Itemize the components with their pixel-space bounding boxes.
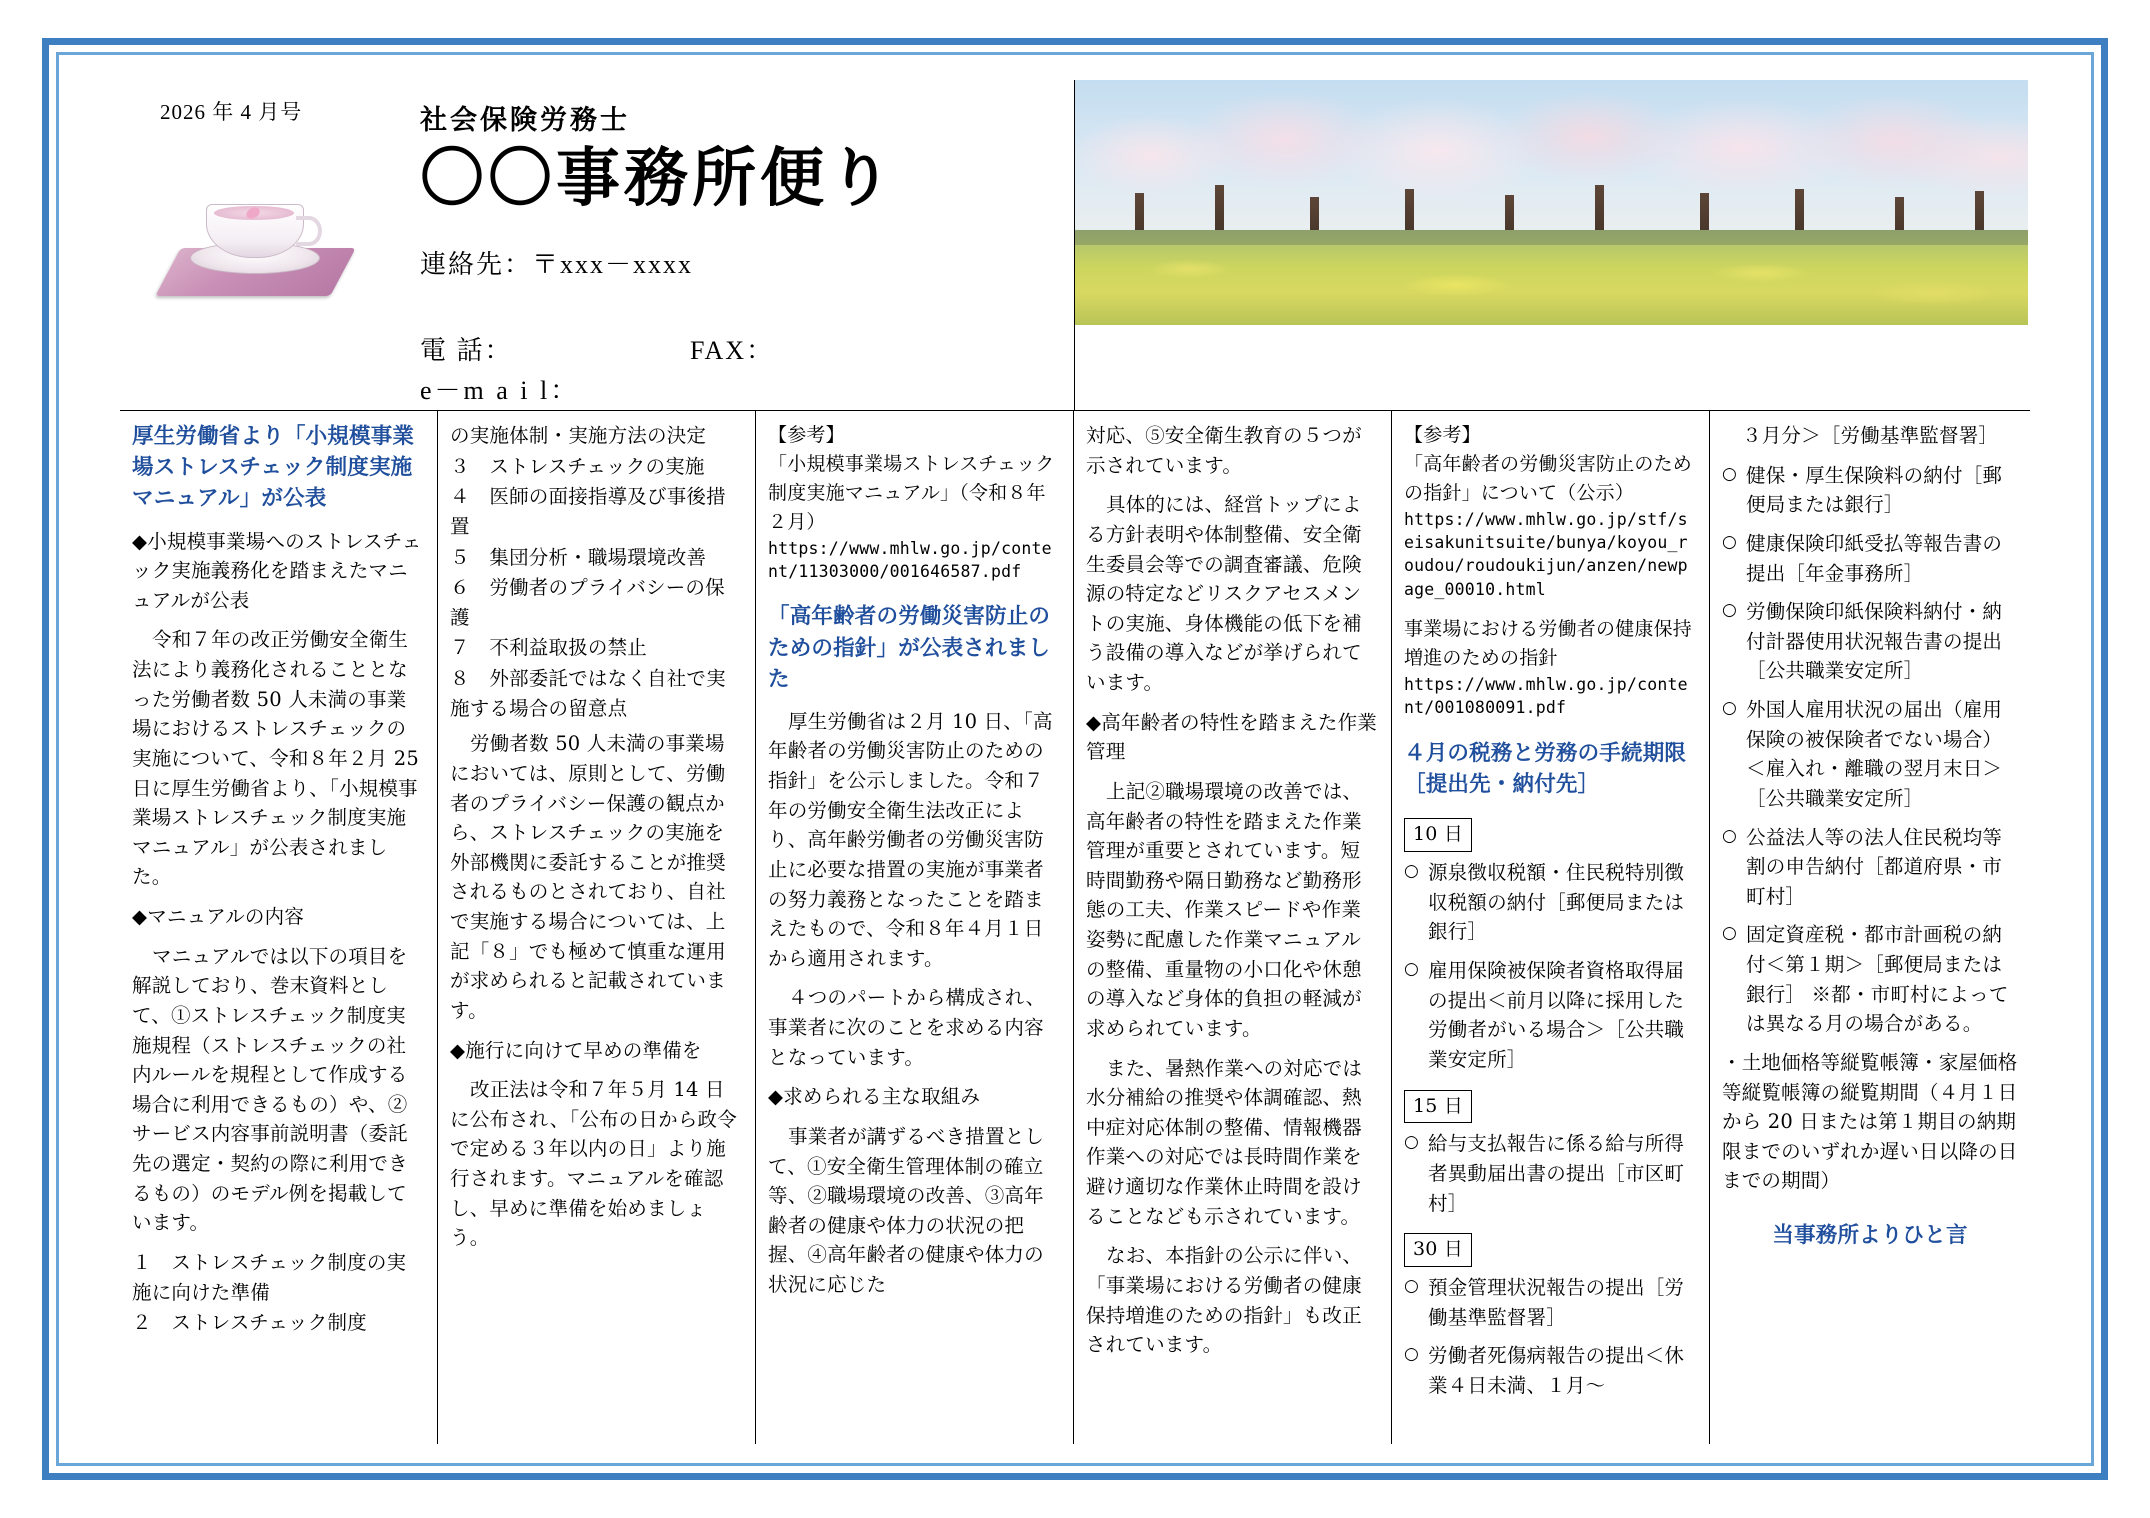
list-item: ６ 労働者のプライバシーの保護 <box>450 576 725 629</box>
checklist-item <box>1722 461 2018 520</box>
circle-icon: ○ <box>1404 1276 1420 1297</box>
col2-numbered-list <box>450 421 743 723</box>
circle-icon: ○ <box>1404 1344 1420 1365</box>
email-label: e－m a i l： <box>420 376 580 405</box>
list-item: ７ 不利益取扱の禁止 <box>450 636 648 660</box>
checklist-item <box>1404 1129 1697 1218</box>
circle-icon: ○ <box>1722 463 1738 484</box>
checklist-item <box>1722 597 2018 686</box>
checklist-item <box>1722 529 2018 588</box>
teacup-illustration <box>168 190 343 305</box>
reference-body: 「小規模事業場ストレスチェック制度実施マニュアル」（令和８年２月） <box>768 452 1055 533</box>
circle-icon: ○ <box>1722 923 1738 944</box>
article-heading-elderly-guideline: 「高年齢者の労働災害防止のための指針」が公表されました <box>768 604 1051 692</box>
column-1 <box>120 411 438 1444</box>
checklist-item-note: ※都・市町村によっては異なる月の場合がある。 <box>1746 982 2009 1036</box>
checklist-item-label: 源泉徴収税額・住民税特別徴収税額の納付［郵便局または銀行］ <box>1428 861 1685 944</box>
column-2 <box>438 411 756 1444</box>
col1-paragraph-3: ◆マニュアルの内容 <box>132 905 305 929</box>
col3-paragraph-4: 事業者が講ずるべき措置として、①安全衛生管理体制の確立等、②職場環境の改善、③高年齢者の健康や体力の状況の把握、④高年齢者の健康や体力の状況に応じた <box>768 1124 1045 1297</box>
page-title: 〇〇事務所便り <box>420 141 896 216</box>
col2-paragraph-2: ◆施行に向けて早めの準備を <box>450 1038 702 1062</box>
checklist-item-label: 給与支払報告に係る給与所得者異動届出書の提出［市区町村］ <box>1428 1132 1685 1215</box>
list-item: １ ストレスチェック制度の実施に向けた準備 <box>132 1250 407 1304</box>
schedule-heading: ４月の税務と労務の手続期限［提出先・納付先］ <box>1404 740 1687 798</box>
deadline-day-30: 30 日 <box>1404 1233 1472 1267</box>
col4-paragraph-2: 具体的には、経営トップによる方針表明や体制整備、安全衛生委員会等での調査審議、危険源の特定などリスクアセスメントの実施、身体機能の低下を補う設備の導入などが挙げられています。 <box>1086 493 1362 694</box>
article-columns <box>120 410 2030 1444</box>
list-item: ４ 医師の面接指導及び事後措置 <box>450 485 726 538</box>
newsletter-content <box>120 80 2030 1448</box>
column-3 <box>756 411 1074 1444</box>
col2-paragraph-3: 改正法は令和７年５月 14 日に公布され、「公布の日から政令で定める３年以内の日」より施行されます。マニュアルを確認し、早めに準備を始めましょう。 <box>450 1078 737 1250</box>
list-item: ２ ストレスチェック制度 <box>132 1311 367 1335</box>
checklist-item <box>1722 695 2018 814</box>
reference-title: 【参考】 <box>1404 424 1481 446</box>
title-block <box>420 98 1060 281</box>
circle-icon: ○ <box>1722 531 1738 552</box>
list-item: ８ 外部委託ではなく自社で実施する場合の留意点 <box>450 667 726 720</box>
checklist-item <box>1722 920 2018 1039</box>
masthead <box>120 80 2030 410</box>
col1-paragraph-2: 令和７年の改正労働安全衛生法により義務化されることとなった労働者数 50 人未満の事業場におけるストレスチェックの実施について、令和８年２月 25 日に厚生労働省より、「小規模事業場ストレスチェック制度実施マニュアル」が公表されました。 <box>132 628 419 889</box>
col3-paragraph-2: ４つのパートから構成され、事業者に次のことを求める内容となっています。 <box>768 986 1046 1069</box>
col6-note-2: ・土地価格等縦覧帳簿・家屋価格等縦覧帳簿の縦覧期間（４月１日から 20 日または第１期目の納期限までのいずれか遅い日以降の日までの期間） <box>1722 1050 2018 1193</box>
checklist-item-label: 外国人雇用状況の届出（雇用保険の被保険者でない場合）＜雇入れ・離職の翌月末日＞［公共職業安定所］ <box>1746 698 2003 810</box>
checklist-item <box>1404 956 1697 1075</box>
col1-paragraph-4: マニュアルでは以下の項目を解説しており、巻末資料として、①ストレスチェック制度実施規程（ストレスチェックの社内ルールを規程として作成する場合に利用できるもの）や、②サービス内容事前説明書（委託先の選定・契約の際に利用できるもの）のモデル例を掲載しています。 <box>132 944 408 1235</box>
circle-icon: ○ <box>1722 600 1738 621</box>
reference-url[interactable]: https://www.mhlw.go.jp/stf/seisakunitsuite/bunya/koyou_roudou/roudoukijun/anzen/newpage_00010.html <box>1404 509 1688 599</box>
contact-address: 連絡先：〒xxx－xxxx <box>420 249 694 279</box>
checklist-item-label: 労働者死傷病報告の提出＜休業４日未満、１月～ <box>1428 1344 1685 1397</box>
list-item: ３ ストレスチェックの実施 <box>450 454 705 478</box>
col3-paragraph-3: ◆求められる主な取組み <box>768 1085 981 1109</box>
circle-icon: ○ <box>1404 861 1420 882</box>
reference-url-2[interactable]: https://www.mhlw.go.jp/content/001080091.pdf <box>1404 675 1688 718</box>
col3-paragraph-1: 厚生労働省は２月 10 日、「高年齢者の労働災害防止のための指針」を公示しました。令和７年の労働安全衛生法改正により、高年齢労働者の労働災害防止に必要な措置の実施が事業者の努力義務となったことを踏まえたもので、令和８年４月１日から適用されます。 <box>768 709 1053 970</box>
col1-numbered-list <box>132 1248 425 1338</box>
masthead-left <box>120 80 1075 410</box>
circle-icon: ○ <box>1722 698 1738 718</box>
reference-box-2 <box>1404 421 1697 720</box>
reference-url[interactable]: https://www.mhlw.go.jp/content/11303000/001646587.pdf <box>768 538 1052 581</box>
col1-paragraph-1: ◆小規模事業場へのストレスチェック実施義務化を踏まえたマニュアルが公表 <box>132 529 422 612</box>
deadline-day-15: 15 日 <box>1404 1090 1472 1124</box>
reference-body: 「高年齢者の労働災害防止のための指針」について（公示） <box>1404 452 1693 504</box>
reference-body-2: 事業場における労働者の健康保持増進のための指針 <box>1404 618 1693 670</box>
article-heading-stresscheck: 厚生労働省より「小規模事業場ストレスチェック制度実施マニュアル」が公表 <box>132 424 415 512</box>
organization-subtitle: 社会保険労務士 <box>420 105 630 136</box>
circle-icon: ○ <box>1404 1132 1420 1153</box>
col2-paragraph-1: 労働者数 50 人未満の事業場においては、原則として、労働者のプライバシー保護の観点から、ストレスチェックの実施を外部機関に委託することが推奨されるものとされており、自社で実施する場合については、上記「８」でも極めて慎重な運用が求められると記載されています。 <box>450 732 726 1022</box>
reference-title: 【参考】 <box>768 424 845 446</box>
issue-date: 2026 年 4 月号 <box>160 100 303 124</box>
circle-icon: ○ <box>1404 959 1420 979</box>
column-4 <box>1074 411 1392 1444</box>
checklist-item-label: 健保・厚生保険料の納付［郵便局または銀行］ <box>1746 463 2003 517</box>
col4-paragraph-3: ◆高年齢者の特性を踏まえた作業管理 <box>1086 710 1377 764</box>
checklist-item-label: 固定資産税・都市計画税の納付＜第１期＞［郵便局または銀行］ <box>1746 923 2003 1006</box>
fax-label: FAX： <box>690 336 775 365</box>
checklist-item-label: 健康保険印紙受払等報告書の提出［年金事務所］ <box>1746 531 2003 585</box>
checklist-item <box>1404 1273 1697 1332</box>
photo-canola-field <box>1075 245 2028 325</box>
col4-paragraph-1: 対応、⑤安全衛生教育の５つが示されています。 <box>1086 424 1362 477</box>
col4-paragraph-6: なお、本指針の公示に伴い、「事業場における労働者の健康保持増進のための指針」も改正されています。 <box>1086 1244 1363 1357</box>
cup-handle-shape <box>296 216 322 246</box>
checklist-item <box>1404 1341 1697 1400</box>
col4-paragraph-4: 上記②職場環境の改善では、高年齢者の特性を踏まえた作業管理が重要とされています。短時間勤務や隔日勤務など勤務形態の工夫、作業スピードや作業姿勢に配慮した作業マニュアルの整備、重量物の小口化や休憩の導入など身体的負担の軽減が求められています。 <box>1086 779 1363 1040</box>
footer-heading: 当事務所よりひと言 <box>1772 1223 1968 1248</box>
deadline-day-10: 10 日 <box>1404 818 1472 852</box>
column-5 <box>1392 411 1710 1444</box>
checklist-item-label: 公益法人等の法人住民税均等割の申告納付［都道府県・市町村］ <box>1746 825 2003 908</box>
column-6 <box>1710 411 2030 1444</box>
reference-box-1 <box>768 421 1061 583</box>
checklist-item <box>1722 823 2018 912</box>
col6-continued-text: ３月分＞［労働基準監督署］ <box>1742 424 1999 447</box>
list-item: ５ 集団分析・職場環境改善 <box>450 545 707 569</box>
cherry-blossom-photo <box>1075 80 2028 325</box>
checklist-item-label: 労働保険印紙保険料納付・納付計器使用状況報告書の提出［公共職業安定所］ <box>1746 600 2003 683</box>
phone-fax-row <box>420 330 1060 367</box>
telephone-label: 電 話： <box>420 336 513 365</box>
checklist-item <box>1404 858 1697 947</box>
checklist-item-label: 預金管理状況報告の提出［労働基準監督署］ <box>1428 1276 1685 1329</box>
checklist-item-label: 雇用保険被保険者資格取得届の提出＜前月以降に採用した労働者がいる場合＞［公共職業安定所］ <box>1428 959 1685 1071</box>
list-item: の実施体制・実施方法の決定 <box>450 424 707 447</box>
col4-paragraph-5: また、暑熱作業への対応では水分補給の推奨や体調確認、熱中症対応体制の整備、情報機器作業への対応では長時間作業を避け適切な作業休止時間を設けることなども示されています。 <box>1086 1056 1363 1228</box>
circle-icon: ○ <box>1722 825 1738 846</box>
